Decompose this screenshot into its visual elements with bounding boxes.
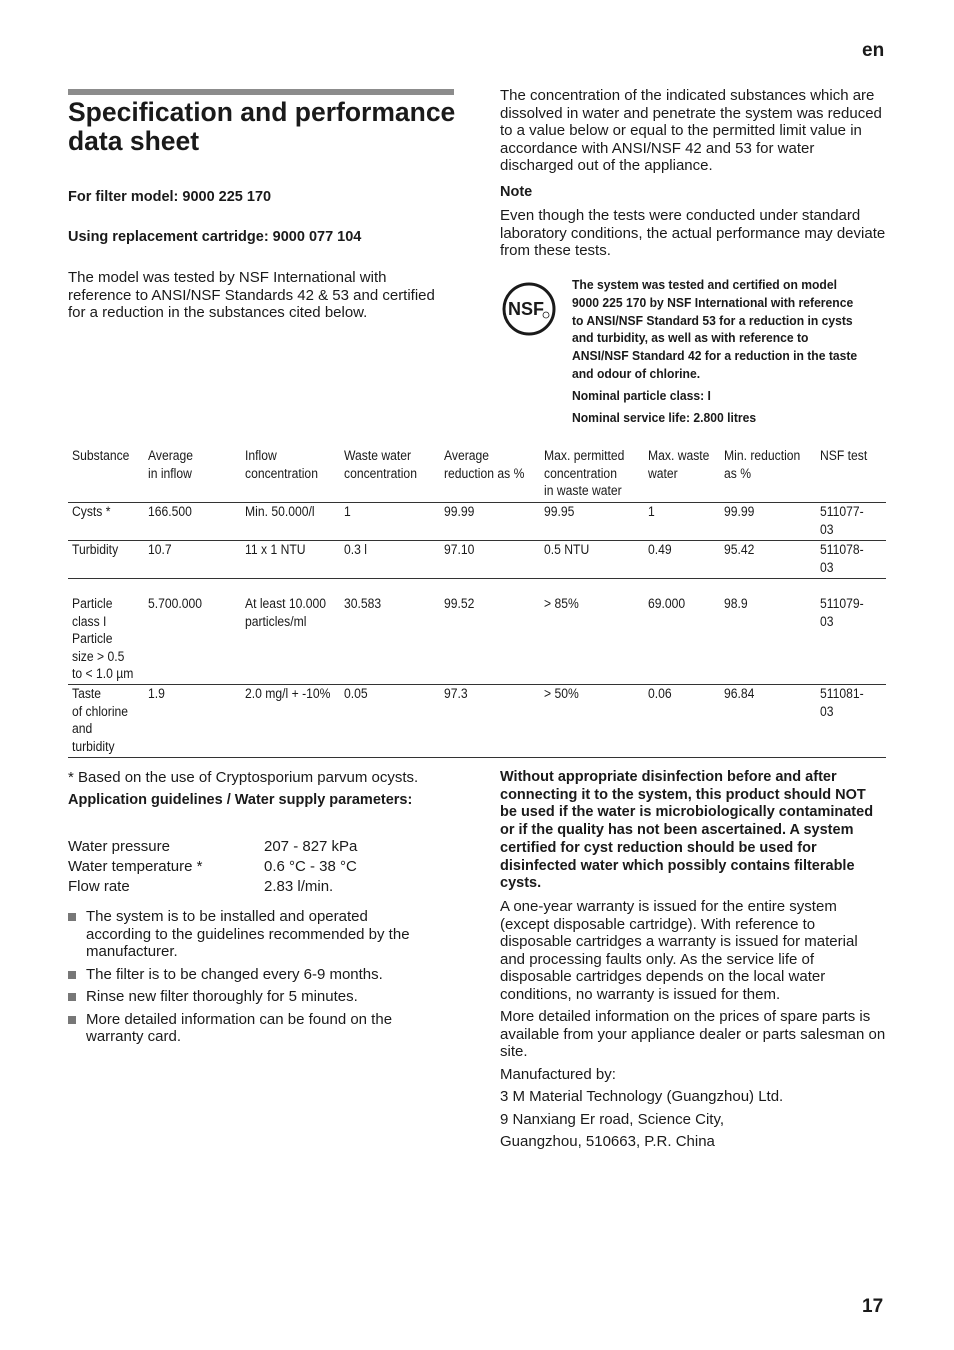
header-max-waste-water: water [648,465,678,481]
cell-average-inflow: 5.700.000 [148,596,203,611]
cell-min-reduction: 95.42 [724,542,755,557]
cell-inflow-concentration: At least 10.000 [245,596,327,611]
header-min-reduction: Min. reduction [724,448,801,463]
cell-substance: Taste [72,686,102,701]
disinfection-warning: Without appropriate disinfection before and after connecting it to the system, this product should NOT be used if the water is microbiologically contaminated or if the quality has not been ascertained. A system certified for cyst reduction should be used for disinfected water which possibly contains filterable cysts. [500,769,874,892]
title-rule [68,89,454,95]
cell-average-inflow: 1.9 [148,686,165,701]
list-item: More detailed information can be found on the warranty card. [68,1011,418,1046]
param-value-flow: 2.83 l/min. [264,878,334,895]
cell-inflow-concentration: 11 x 1 NTU [245,542,306,557]
manufacturer-address-line1: 9 Nanxiang Er road, Science City, [500,1111,724,1128]
table-rule [68,684,886,685]
cell-max-permitted-concentration: 0.5 NTU [544,542,590,557]
header-waste-water-concentration: Waste water [344,448,412,463]
nsf-certification-text: The system was tested and certified on model 9000 225 170 by NSF International with reference to ANSI/NSF Standard 53 for a reduction in cysts and turbidity, as well as with reference to ANSI/NSF Standard 42 for a reduction in the taste and odour of chlorine. [572,277,858,381]
cell-min-reduction: 96.84 [724,686,755,701]
cell-substance: Turbidity [72,542,119,557]
cell-min-reduction: 99.99 [724,504,755,519]
cell-nsf-test: 03 [820,521,834,537]
cell-nsf-test: 511079- [820,596,864,611]
nominal-particle-class: Nominal particle class: I [572,387,711,403]
cell-average-inflow: 10.7 [148,542,172,557]
cell-waste-water-concentration: 0.05 [344,686,368,701]
concentration-paragraph: The concentration of the indicated substances which are dissolved in water and penetrate the system was reduced to a value below or equal to the permitted limit value in accordance with ANSI/NSF 42 and 53 for water discharged out of the appliance. [500,87,882,174]
list-item: The system is to be installed and operated according to the guidelines recommended by the manufacturer. [68,908,418,961]
cell-substance: Cysts * [72,504,111,519]
cell-max-waste-water: 0.49 [648,542,672,557]
cell-inflow-concentration: Min. 50.000/l [245,504,315,519]
page-title: Specification and performance data sheet [68,97,456,156]
cell-min-reduction: 98.9 [724,596,748,611]
header-substance: Substance [72,448,130,463]
cell-average-reduction: 97.3 [444,686,468,701]
nsf-logo-text: NSF [508,299,544,319]
note-text: Even though the tests were conducted under standard laboratory conditions, the actual performance may deviate from these tests. [500,207,886,259]
cell-nsf-test: 03 [820,559,834,575]
cell-nsf-test: 511078- [820,542,864,557]
param-value-pressure: 207 - 827 kPa [264,838,358,855]
manufacturer-name: 3 M Material Technology (Guangzhou) Ltd. [500,1088,784,1105]
header-average-inflow: in inflow [148,465,192,481]
cell-inflow-concentration: particles/ml [245,613,307,629]
header-average-reduction: reduction as % [444,465,525,481]
cell-nsf-test: 03 [820,613,834,629]
cell-substance: of chlorine [72,703,129,719]
cell-max-waste-water: 1 [648,504,655,519]
footnote: * Based on the use of Cryptosporium parvum ocysts. [68,769,419,786]
application-guidelines-heading: Application guidelines / Water supply parameters: [68,792,413,808]
language-marker: en [862,40,885,61]
cell-nsf-test: 511077- [820,504,864,519]
param-value-temperature: 0.6 °C - 38 °C [264,858,357,875]
list-item: The filter is to be changed every 6-9 months. [68,966,418,984]
header-inflow-concentration: Inflow [245,448,277,463]
param-label-temperature: Water temperature * [68,858,203,875]
header-average-reduction: Average [444,448,490,463]
nsf-certification-block [572,276,861,426]
manufacturer-label: Manufactured by: [500,1066,616,1083]
cell-waste-water-concentration: 30.583 [344,596,382,611]
cell-substance: Particle [72,596,113,611]
filter-model: For filter model: 9000 225 170 [68,189,272,205]
cell-max-permitted-concentration: 99.95 [544,504,575,519]
cell-substance: and [72,721,93,736]
page-number: 17 [862,1296,884,1317]
header-waste-water-concentration: concentration [344,465,417,481]
bullet-square-icon [68,971,76,979]
cell-waste-water-concentration: 1 [344,504,351,519]
cell-substance: to < 1.0 µm [72,666,134,681]
cell-substance: size > 0.5 [72,648,125,664]
cell-max-waste-water: 69.000 [648,596,686,611]
cell-waste-water-concentration: 0.3 l [344,542,367,557]
note-heading: Note [500,184,533,200]
cell-substance: Particle [72,631,113,646]
warranty-paragraph: A one-year warranty is issued for the entire system (except disposable cartridge). With reference to disposable cartridges a warranty is issued for material and processing faults only. As the service life of disposable cartridges depends on the local water conditions, no warranty is issued for them. [500,898,858,1003]
nominal-service-life: Nominal service life: 2.800 litres [572,409,757,425]
header-average-inflow: Average [148,448,194,463]
table-rule [68,578,886,579]
replacement-cartridge: Using replacement cartridge: 9000 077 104 [68,229,362,245]
guidelines-list [68,908,418,1051]
cell-substance: turbidity [72,738,115,754]
cell-max-permitted-concentration: > 85% [544,596,579,611]
header-max-permitted-concentration: in waste water [544,483,622,498]
cell-inflow-concentration: 2.0 mg/l + -10% [245,686,331,701]
cell-substance: class I [72,613,107,629]
cell-max-waste-water: 0.06 [648,686,672,701]
bullet-square-icon [68,993,76,1001]
header-inflow-concentration: concentration [245,465,318,481]
nsf-logo-icon [502,282,556,336]
cell-max-permitted-concentration: > 50% [544,686,579,701]
cell-average-reduction: 97.10 [444,542,475,557]
cell-average-reduction: 99.52 [444,596,475,611]
manufacturer-address-line2: Guangzhou, 510663, P.R. China [500,1133,715,1150]
spare-parts-paragraph: More detailed information on the prices of spare parts is available from your appliance dealer or parts salesman on site. [500,1008,886,1060]
cell-nsf-test: 511081- [820,686,864,701]
cell-average-inflow: 166.500 [148,504,192,519]
list-item: Rinse new filter thoroughly for 5 minutes. [68,988,418,1006]
param-label-pressure: Water pressure [68,838,170,855]
header-max-permitted-concentration: Max. permitted [544,448,625,463]
header-min-reduction: as % [724,465,752,481]
bullet-square-icon [68,913,76,921]
table-rule [68,757,886,758]
intro-paragraph: The model was tested by NSF International with reference to ANSI/NSF Standards 42 & 53 and certified for a reduction in the substances cited below. [68,269,435,321]
table-rule [68,540,886,541]
bullet-square-icon [68,1016,76,1024]
header-max-permitted-concentration: concentration [544,465,617,481]
param-label-flow: Flow rate [68,878,130,895]
cell-nsf-test: 03 [820,703,834,719]
header-nsf-test: NSF test [820,448,868,463]
header-max-waste-water: Max. waste [648,448,710,463]
cell-average-reduction: 99.99 [444,504,475,519]
